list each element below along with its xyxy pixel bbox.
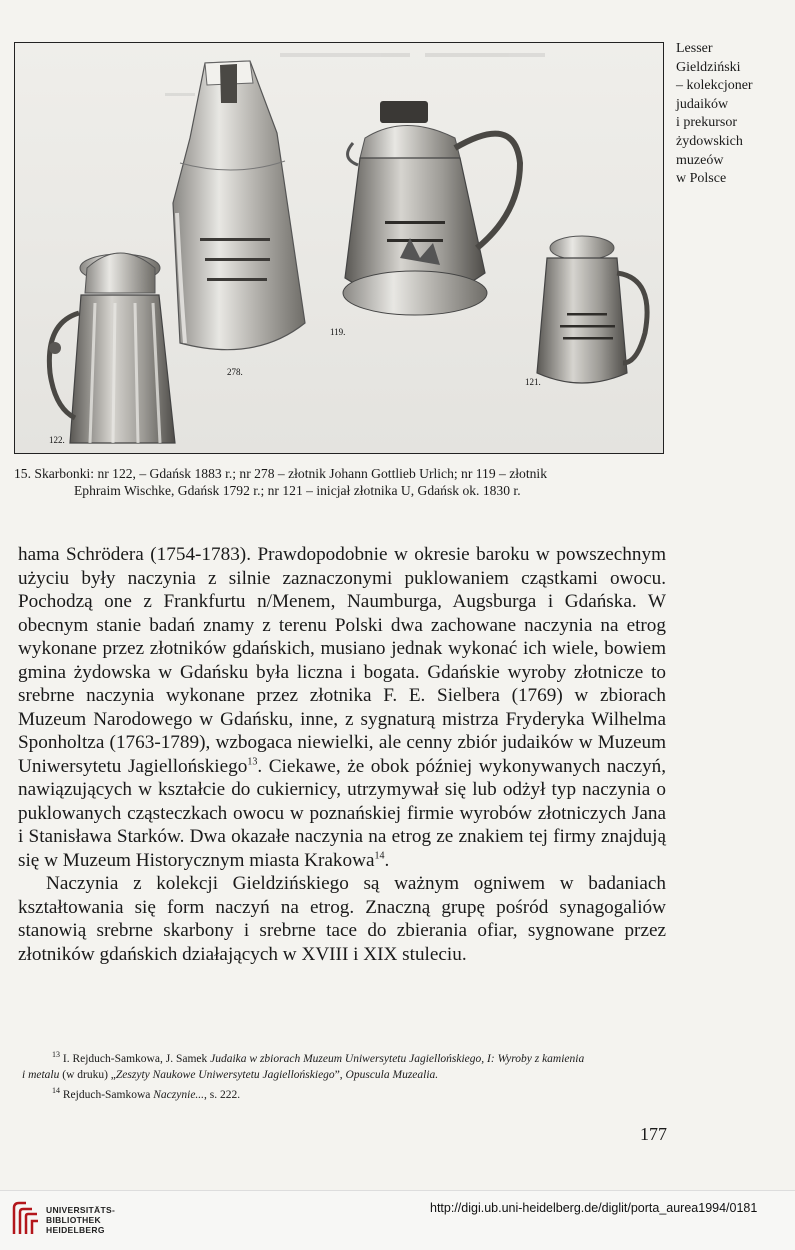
figure-caption: [14, 465, 664, 499]
paragraph-1-end: .: [384, 849, 390, 871]
footnote-14-author: Rejduch-Samkowa: [60, 1088, 154, 1101]
footnote-13-cont: [22, 1067, 672, 1083]
university-library-logo-icon[interactable]: [10, 1200, 40, 1236]
footer-bar: [0, 1190, 795, 1250]
footnotes: [22, 1047, 672, 1103]
caption-line-1: 15. Skarbonki: nr 122, – Gdańsk 1883 r.; nr 278 – złotnik Johann Gottlieb Urlich; nr 119 – złotnik: [14, 466, 547, 481]
footnote-ref-13[interactable]: 13: [247, 756, 258, 768]
body-text: [18, 543, 666, 966]
footnote-14: [22, 1083, 672, 1103]
photograph-skarbonki: [14, 42, 664, 454]
side-note-line: muzeów: [676, 152, 724, 168]
caption-line-2: Ephraim Wischke, Gdańsk 1792 r.; nr 121 – inicjał złotnika U, Gdańsk ok. 1830 r.: [74, 483, 521, 498]
footnote-14-number: 14: [52, 1085, 60, 1095]
side-note-line: judaików: [676, 96, 729, 112]
footnote-13-title: Judaika w zbiorach Muzeum Uniwersytetu Jagiellońskiego, I: Wyroby z kamienia: [210, 1052, 585, 1065]
side-note-line: Gieldziński: [676, 59, 741, 75]
vessels-illustration: [15, 43, 663, 453]
footnote-13-title-end: i metalu: [22, 1068, 60, 1081]
logo-line: HEIDELBERG: [46, 1225, 105, 1235]
side-note-line: i prekursor: [676, 115, 738, 131]
label-122: 122.: [49, 435, 65, 445]
footnote-ref-14[interactable]: 14: [374, 850, 385, 862]
footnote-13-number: 13: [52, 1050, 60, 1059]
logo-line: UNIVERSITÄTS-: [46, 1205, 116, 1215]
footnote-14-title: Naczynie...: [153, 1088, 205, 1101]
paragraph-1-part-b: . Ciekawe, że obok później wykonywanych naczyń, nawiązujących w kształcie do cukiernicy, utrzymywał się lub odżył typ naczynia o puklowanych cząsteczkach owocu w poznańskiej firmie wyrobów złotniczych Jana i Stanisława Starków. Dwa okazałe naczynia na etrog ze znakiem tej firmy znajdują się w Muzeum Historycznym miasta Krakowa: [18, 755, 666, 871]
footnote-13-sep: ”,: [334, 1068, 346, 1081]
footnote-13-status: (w druku) „: [59, 1068, 116, 1081]
side-note-line: żydowskich: [676, 133, 743, 149]
logo-line: BIBLIOTHEK: [46, 1215, 101, 1225]
side-note-line: – kolekcjoner: [676, 78, 753, 94]
source-url-link[interactable]: http://digi.ub.uni-heidelberg.de/diglit/porta_aurea1994/0181: [430, 1201, 758, 1215]
paragraph-2: Naczynia z kolekcji Gieldzińskiego są ważnym ogniwem w badaniach kształtowania się form naczyń na etrog. Znaczną grupę pośród synagogaliów stanowią srebrne skarbony i srebrne tace do zbierania ofiar, sygnowane przez złotników gdańskich działających w XVIII i XIX stuleciu.: [18, 873, 666, 965]
footnote-13-series: Zeszyty Naukowe Uniwersytetu Jagiellońskiego: [115, 1068, 335, 1081]
paragraph-1-part-a: hama Schrödera (1754-1783). Prawdopodobnie w okresie baroku w powszechnym użyciu były naczynia z silnie zaznaczonymi puklowaniem cząstkami owocu. Pochodzą one z Frankfurtu n/Menem, Naumburga, Augsburga i Gdańska. W obecnym stanie badań znamy z terenu Polski dwa zachowane naczynia na etrog wykonane przez złotników gdańskich, musiano jednak wykonać ich wiele, bowiem gmina żydowska w Gdańsku była liczna i bogata. Gdańskie wyroby złotnicze to srebrne naczynia wykonane przez złotnika F. E. Sielbera (1769) w zbiorach Muzeum Narodowego w Gdańsku, inne, z sygnaturą mistrza Fryderyka Wilhelma Sponholtza (1763-1789), wzbogaca niewielki, ale cenny zbiór judaików w Muzeum Uniwersytetu Jagiellońskiego: [18, 544, 666, 777]
footnote-13-journal: Opuscula Muzealia.: [345, 1068, 439, 1081]
side-note-line: w Polsce: [676, 171, 727, 187]
footnote-13: [22, 1047, 672, 1067]
page-number: 177: [640, 1124, 667, 1144]
label-121: 121.: [525, 377, 541, 387]
footnote-13-authors: I. Rejduch-Samkowa, J. Samek: [60, 1052, 211, 1065]
paragraph-1: [18, 543, 666, 872]
footnote-14-page: , s. 222.: [204, 1088, 241, 1101]
side-note: [676, 40, 786, 189]
label-119: 119.: [330, 327, 346, 337]
side-note-line: Lesser: [676, 41, 713, 56]
university-library-name[interactable]: [46, 1205, 115, 1235]
label-278: 278.: [227, 367, 243, 377]
